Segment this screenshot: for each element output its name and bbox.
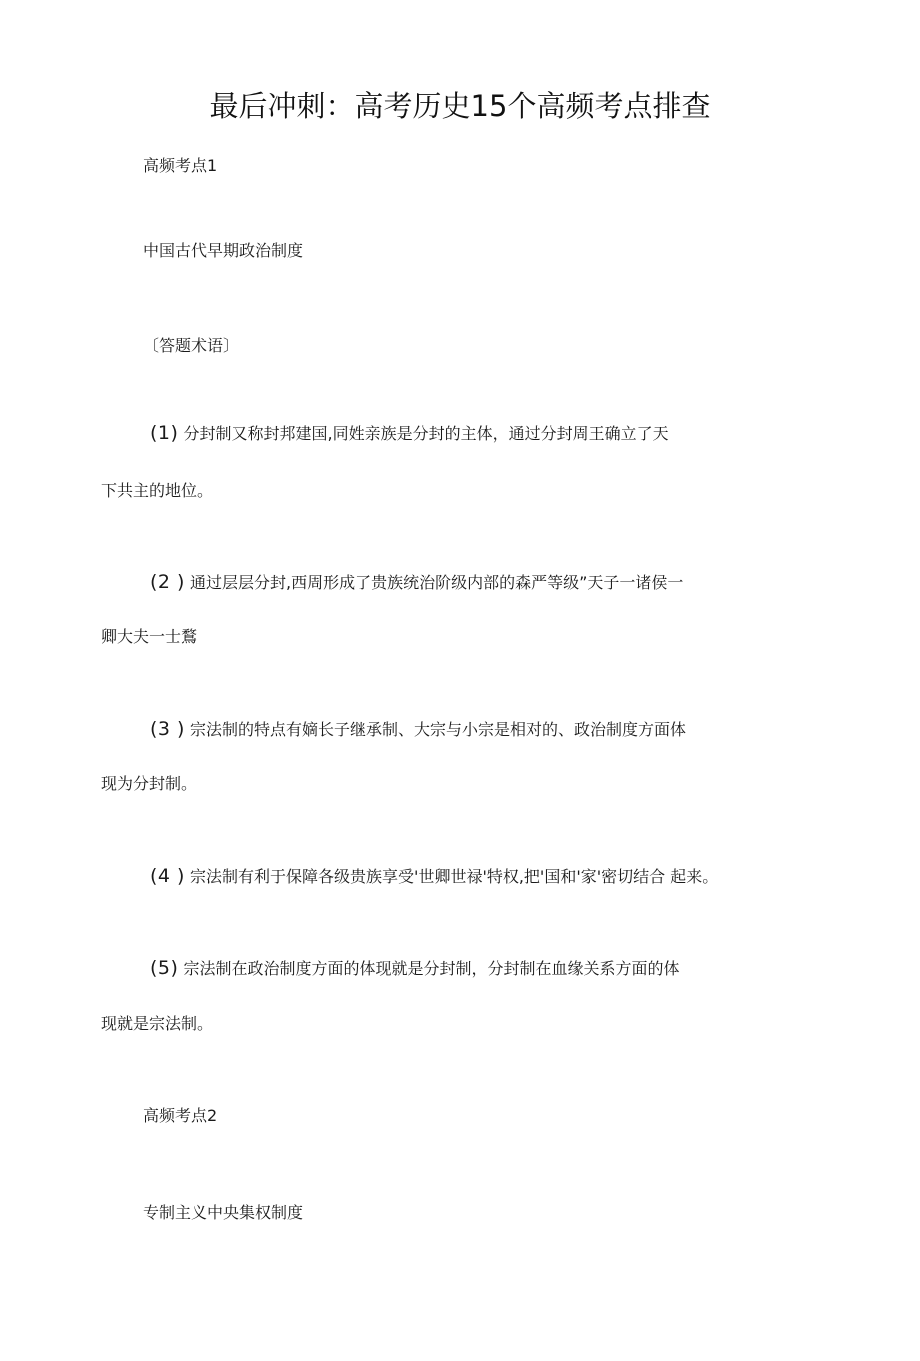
answer-terms-label: 〔答题术语〕 (143, 336, 240, 355)
section-topic: 专制主义中央集权制度 (143, 1203, 304, 1222)
section-label: 高频考点1 (143, 156, 218, 175)
item-number: (2 ) (150, 571, 185, 593)
list-item (150, 421, 669, 446)
list-item (150, 717, 686, 742)
item-text: 分封制又称封邦建国,同姓亲族是分封的主体，通过分封周王确立了天 (183, 424, 669, 443)
item-text: 宗法制在政治制度方面的体现就是分封制，分封制在血缘关系方面的体 (183, 959, 680, 978)
item-text: 宗法制的特点有嫡长子继承制、大宗与小宗是相对的、政治制度方面体 (190, 720, 687, 739)
document-title: 最后冲刺：高考历史15个高频考点排查 (209, 89, 711, 123)
list-item (150, 956, 680, 981)
item-number: (5) (150, 957, 179, 979)
list-item (150, 864, 718, 889)
item-number: (3 ) (150, 718, 185, 740)
item-text: 通过层层分封,西周形成了贵族统治阶级内部的森严等级”天子一诸侯一 (190, 573, 684, 592)
item-text-continued: 现就是宗法制。 (101, 1014, 214, 1033)
item-text-continued: 下共主的地位。 (101, 481, 214, 500)
section-label: 高频考点2 (143, 1106, 218, 1125)
item-text-continued: 现为分封制。 (101, 774, 198, 793)
item-number: (1) (150, 422, 179, 444)
item-number: (4 ) (150, 865, 185, 887)
item-text: 宗法制有利于保障各级贵族享受'世卿世禄'特权,把'国和'家'密切结合 起来。 (190, 867, 719, 886)
section-topic: 中国古代早期政治制度 (143, 241, 304, 260)
item-text-continued: 卿大夫一士鶩 (101, 627, 198, 646)
list-item (150, 570, 683, 595)
